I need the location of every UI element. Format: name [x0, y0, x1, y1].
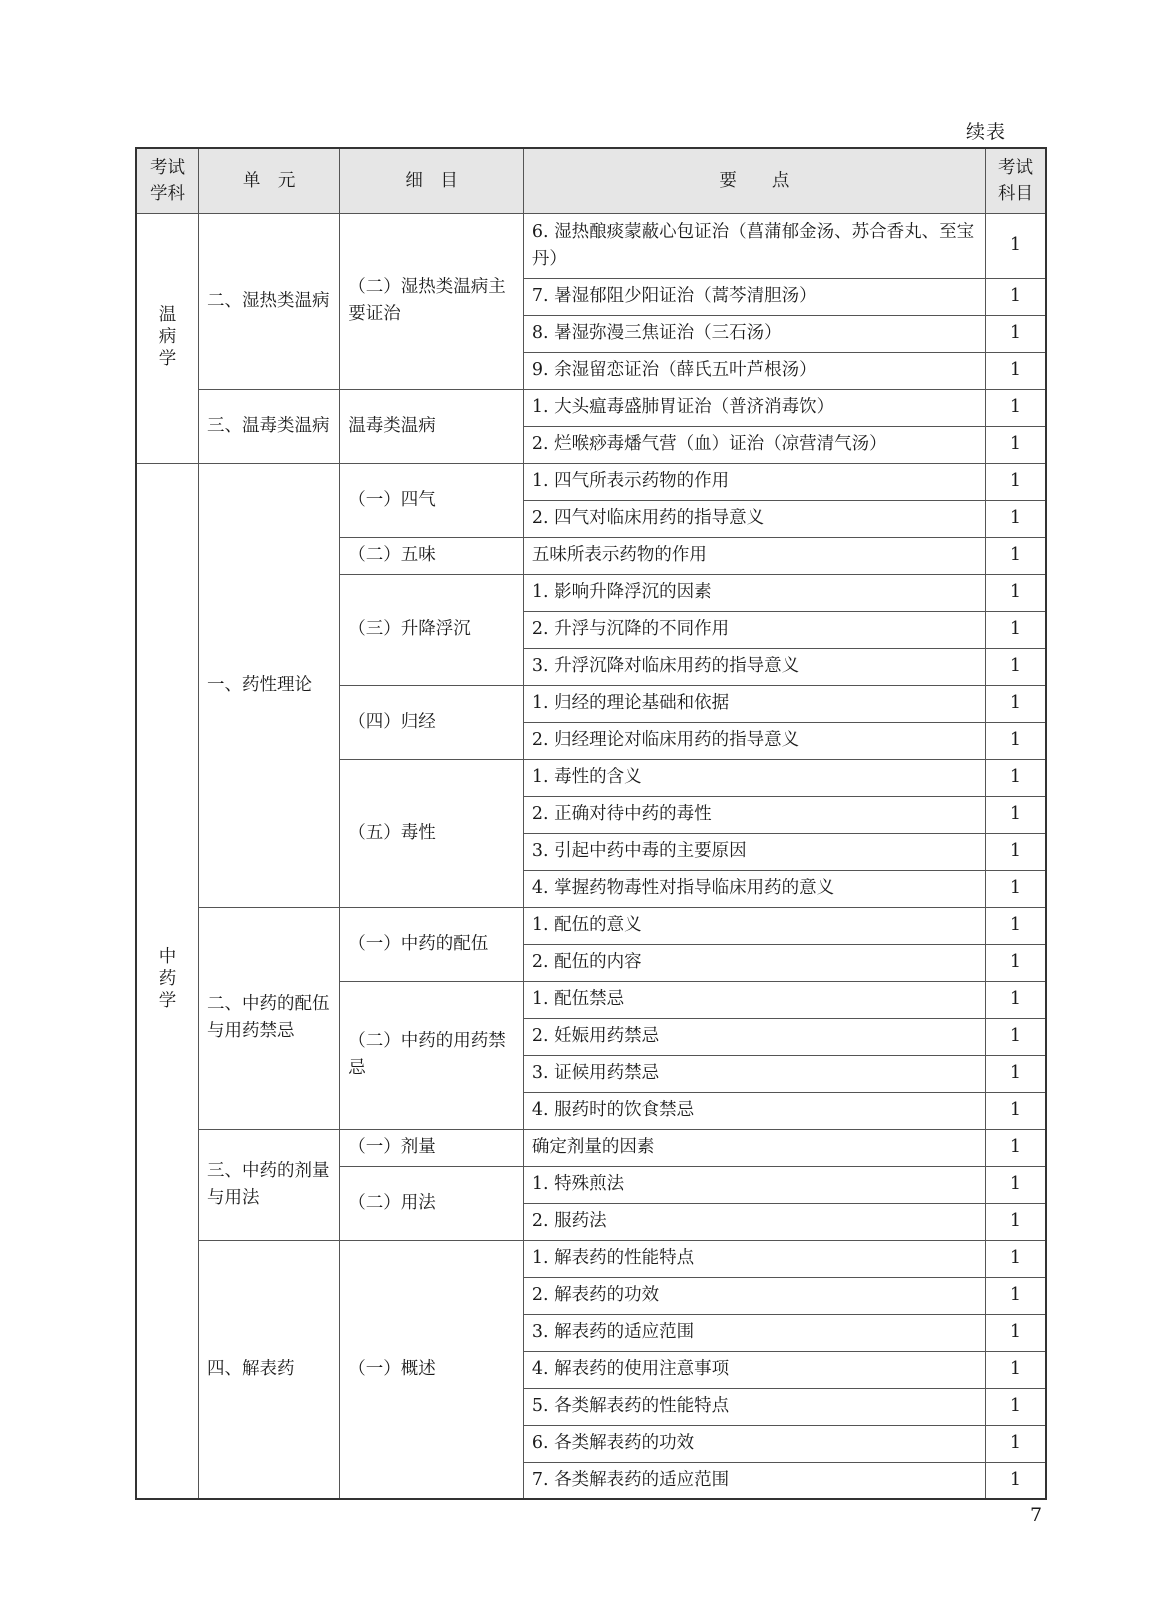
detail-cell: （二）中药的用药禁忌: [340, 981, 524, 1129]
detail-cell: （一）四气: [340, 463, 524, 537]
score-cell: 1: [985, 389, 1046, 426]
subject-label: 中药学: [158, 947, 177, 1012]
table-row: [136, 1129, 1046, 1166]
unit-cell: 二、中药的配伍与用药禁忌: [199, 907, 340, 1129]
score-cell: 1: [985, 870, 1046, 907]
point-cell: 1. 大头瘟毒盛肺胃证治（普济消毒饮）: [523, 389, 985, 426]
score-cell: 1: [985, 944, 1046, 981]
table-row: [136, 389, 1046, 426]
score-cell: 1: [985, 537, 1046, 574]
point-cell: 1. 影响升降浮沉的因素: [523, 574, 985, 611]
point-cell: 3. 解表药的适应范围: [523, 1314, 985, 1351]
subject-cell: [136, 213, 199, 463]
score-cell: 1: [985, 907, 1046, 944]
point-cell: 2. 升浮与沉降的不同作用: [523, 611, 985, 648]
detail-cell: （一）剂量: [340, 1129, 524, 1166]
score-cell: 1: [985, 1388, 1046, 1425]
point-cell: 4. 服药时的饮食禁忌: [523, 1092, 985, 1129]
score-cell: 1: [985, 1314, 1046, 1351]
unit-cell: 三、中药的剂量与用法: [199, 1129, 340, 1240]
page-number: 7: [1030, 1504, 1043, 1526]
header-row: [136, 148, 1046, 213]
header-exam: 考试科目: [985, 148, 1046, 213]
score-cell: 1: [985, 981, 1046, 1018]
detail-cell: 温毒类温病: [340, 389, 524, 463]
score-cell: 1: [985, 1277, 1046, 1314]
score-cell: 1: [985, 426, 1046, 463]
point-cell: 5. 各类解表药的性能特点: [523, 1388, 985, 1425]
continued-label: 续表: [966, 121, 1007, 143]
point-cell: 2. 四气对临床用药的指导意义: [523, 500, 985, 537]
detail-cell: （一）中药的配伍: [340, 907, 524, 981]
point-cell: 6. 湿热酿痰蒙蔽心包证治（菖蒲郁金汤、苏合香丸、至宝丹）: [523, 213, 985, 278]
point-cell: 3. 证候用药禁忌: [523, 1055, 985, 1092]
point-cell: 3. 引起中药中毒的主要原因: [523, 833, 985, 870]
score-cell: 1: [985, 315, 1046, 352]
point-cell: 8. 暑湿弥漫三焦证治（三石汤）: [523, 315, 985, 352]
unit-cell: 二、湿热类温病: [199, 213, 340, 389]
score-cell: 1: [985, 833, 1046, 870]
subject-label: 温病学: [158, 304, 177, 369]
point-cell: 2. 正确对待中药的毒性: [523, 796, 985, 833]
detail-cell: （二）湿热类温病主要证治: [340, 213, 524, 389]
header-points: 要 点: [523, 148, 985, 213]
header-unit: 单 元: [199, 148, 340, 213]
score-cell: 1: [985, 1462, 1046, 1499]
detail-cell: （二）用法: [340, 1166, 524, 1240]
point-cell: 2. 解表药的功效: [523, 1277, 985, 1314]
score-cell: 1: [985, 352, 1046, 389]
point-cell: 7. 暑湿郁阻少阳证治（蒿芩清胆汤）: [523, 278, 985, 315]
detail-cell: （一）概述: [340, 1240, 524, 1499]
score-cell: 1: [985, 685, 1046, 722]
point-cell: 1. 解表药的性能特点: [523, 1240, 985, 1277]
score-cell: 1: [985, 1166, 1046, 1203]
score-cell: 1: [985, 1203, 1046, 1240]
score-cell: 1: [985, 1129, 1046, 1166]
score-cell: 1: [985, 1351, 1046, 1388]
point-cell: 4. 解表药的使用注意事项: [523, 1351, 985, 1388]
table-row: [136, 1240, 1046, 1277]
header-subject: 考试学科: [136, 148, 199, 213]
point-cell: 2. 归经理论对临床用药的指导意义: [523, 722, 985, 759]
point-cell: 9. 余湿留恋证治（薛氏五叶芦根汤）: [523, 352, 985, 389]
subject-cell: [136, 463, 199, 1499]
score-cell: 1: [985, 722, 1046, 759]
score-cell: 1: [985, 611, 1046, 648]
score-cell: 1: [985, 648, 1046, 685]
table-row: [136, 907, 1046, 944]
score-cell: 1: [985, 1055, 1046, 1092]
table-row: [136, 213, 1046, 278]
point-cell: 6. 各类解表药的功效: [523, 1425, 985, 1462]
point-cell: 1. 毒性的含义: [523, 759, 985, 796]
detail-cell: （五）毒性: [340, 759, 524, 907]
score-cell: 1: [985, 1425, 1046, 1462]
point-cell: 五味所表示药物的作用: [523, 537, 985, 574]
score-cell: 1: [985, 1240, 1046, 1277]
point-cell: 2. 配伍的内容: [523, 944, 985, 981]
score-cell: 1: [985, 278, 1046, 315]
point-cell: 1. 四气所表示药物的作用: [523, 463, 985, 500]
score-cell: 1: [985, 796, 1046, 833]
header-detail: 细 目: [340, 148, 524, 213]
score-cell: 1: [985, 213, 1046, 278]
point-cell: 1. 配伍的意义: [523, 907, 985, 944]
unit-cell: 三、温毒类温病: [199, 389, 340, 463]
score-cell: 1: [985, 463, 1046, 500]
detail-cell: （三）升降浮沉: [340, 574, 524, 685]
detail-cell: （四）归经: [340, 685, 524, 759]
point-cell: 7. 各类解表药的适应范围: [523, 1462, 985, 1499]
point-cell: 确定剂量的因素: [523, 1129, 985, 1166]
point-cell: 2. 烂喉痧毒燔气营（血）证治（凉营清气汤）: [523, 426, 985, 463]
score-cell: 1: [985, 500, 1046, 537]
point-cell: 4. 掌握药物毒性对指导临床用药的意义: [523, 870, 985, 907]
score-cell: 1: [985, 1092, 1046, 1129]
table-row: [136, 463, 1046, 500]
point-cell: 2. 服药法: [523, 1203, 985, 1240]
point-cell: 1. 特殊煎法: [523, 1166, 985, 1203]
detail-cell: （二）五味: [340, 537, 524, 574]
point-cell: 2. 妊娠用药禁忌: [523, 1018, 985, 1055]
point-cell: 1. 配伍禁忌: [523, 981, 985, 1018]
unit-cell: 一、药性理论: [199, 463, 340, 907]
score-cell: 1: [985, 1018, 1046, 1055]
point-cell: 1. 归经的理论基础和依据: [523, 685, 985, 722]
score-cell: 1: [985, 574, 1046, 611]
syllabus-table: [135, 147, 1047, 1500]
score-cell: 1: [985, 759, 1046, 796]
point-cell: 3. 升浮沉降对临床用药的指导意义: [523, 648, 985, 685]
unit-cell: 四、解表药: [199, 1240, 340, 1499]
